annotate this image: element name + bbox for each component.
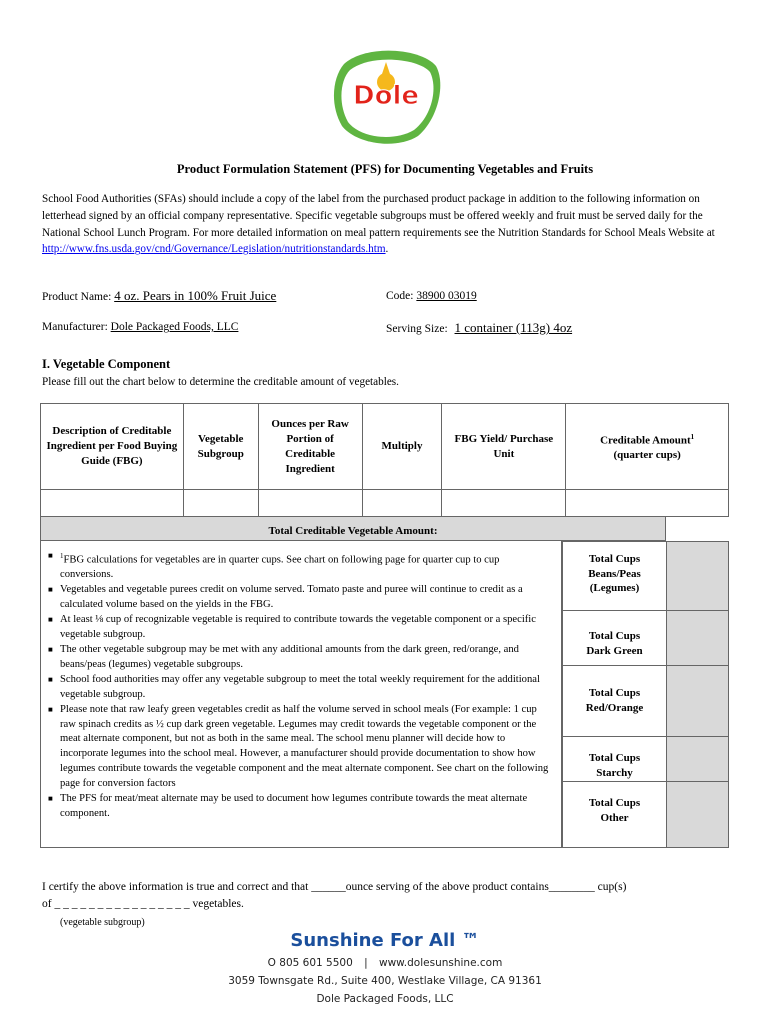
intro-text: School Food Authorities (SFAs) should include a copy of the label from the purchased product package in addition to the following information on letterhead signed by an official company representative. Specific vegetable subgroups must be offered weekly and fruit must be served daily for the National School Lunch Program. For more detailed information on meal pattern requirements see the Nutrition Standards for School Meals Website at: [42, 193, 715, 239]
cups-blank[interactable]: ________: [548, 881, 595, 893]
ounce-blank[interactable]: ______: [311, 881, 346, 893]
note-text: The PFS for meat/meat alternate may be used to document how legumes contribute towards the meat alternate component.: [60, 793, 528, 819]
note-text: Vegetables and vegetable purees credit on volume served. Tomato paste and puree will continue to credit as a calculated volume based on the yields in the FBG.: [60, 584, 523, 611]
list-item: [60, 549, 555, 583]
header-creditable-amount: [566, 404, 729, 490]
product-name-label: Product Name:: [42, 291, 112, 303]
header-fbg-yield: FBG Yield/ Purchase Unit: [442, 404, 566, 490]
document-title: Product Formulation Statement (PFS) for Documenting Vegetables and Fruits: [176, 162, 594, 176]
header-ounces-raw: Ounces per Raw Portion of Creditable Ingredient: [258, 404, 362, 490]
manufacturer-field: [42, 321, 238, 333]
note-text: Please note that raw leafy green vegetables credit as half the volume served in school meals (For example: 1 cup raw spinach credits as ½ cup dark green vegetable. Legumes may credit towards the vegetable component or the meat alternate component, but not as both in the same meal. The school menu planner will decide how to incorporate legumes into the school meal. However, a manufacturer should provide documentation to show how legumes contribute towards the vegetable component and the meat alternate component. See chart on the following page for conversion factors: [60, 703, 549, 790]
footnote-mark: 1: [690, 432, 695, 441]
table-row: [41, 490, 729, 517]
table-header-row: [41, 404, 729, 490]
subgroup-note: (vegetable subgroup): [60, 917, 145, 928]
note-text: At least ⅛ cup of recognizable vegetable is required to contribute towards the vegetable component or a specific vegetable subgroup.: [60, 614, 536, 641]
header-multiply: Multiply: [362, 404, 442, 490]
note-text: School food authorities may offer any vegetable subgroup to meet the total weekly requirement for the additional vegetable subgroup.: [60, 673, 540, 700]
value-starchy[interactable]: [666, 736, 729, 782]
section-instruction: Please fill out the chart below to determine the creditable amount of vegetables.: [42, 376, 399, 388]
header-description: Description of Creditable Ingredient per Food Buying Guide (FBG): [41, 404, 184, 490]
subgroup-blank[interactable]: _ _ _ _ _ _ _ _ _ _ _ _ _ _ _ _: [54, 898, 190, 910]
certify-text: of: [42, 898, 55, 910]
vegetable-component-table: [40, 403, 729, 517]
footer-contact: [0, 957, 770, 969]
note-text: FBG calculations for vegetables are in quarter cups. See chart on following page for quarter cup to cup conversions.: [60, 554, 500, 581]
serving-size-field: [386, 320, 572, 336]
list-item: [60, 613, 555, 643]
cell-creditable[interactable]: [566, 490, 729, 517]
certify-text: I certify the above information is true and correct and that: [42, 881, 312, 893]
footer-website[interactable]: www.dolesunshine.com: [379, 957, 503, 969]
manufacturer-value: Dole Packaged Foods, LLC: [110, 321, 239, 333]
list-item: [60, 703, 555, 792]
code-field: [386, 290, 477, 302]
certify-text: vegetables.: [189, 898, 244, 910]
intro-paragraph: [42, 191, 732, 258]
footer-phone: O 805 601 5500: [267, 957, 353, 969]
value-beans-peas[interactable]: [666, 541, 729, 611]
note-footnote-mark: 1: [60, 552, 64, 560]
manufacturer-label: Manufacturer:: [42, 321, 108, 333]
value-red-orange[interactable]: [666, 665, 729, 737]
footer-separator: |: [364, 957, 368, 969]
code-value: 38900 03019: [416, 290, 477, 302]
total-line: Other: [600, 811, 629, 824]
certify-line-2: [42, 896, 742, 913]
total-line: Total Cups: [588, 630, 641, 642]
total-line: Beans/Peas: [588, 567, 641, 580]
serving-size-label: Serving Size:: [386, 323, 448, 335]
creditable-amount-label: Creditable Amount: [600, 434, 691, 447]
certification: [42, 879, 742, 913]
total-starchy: [562, 736, 667, 782]
list-item: [60, 792, 555, 822]
total-line: Red/Orange: [585, 701, 644, 714]
total-creditable-label: Total Creditable Vegetable Amount:: [40, 516, 666, 541]
usda-link[interactable]: http://www.fns.usda.gov/cnd/Governance/Legislation/nutritionstandards.htm: [42, 243, 386, 256]
total-line: Total Cups: [588, 553, 641, 565]
notes-box: [40, 541, 562, 848]
product-name-value: 4 oz. Pears in 100% Fruit Juice: [114, 288, 277, 303]
subgroup-totals: [562, 541, 667, 848]
total-line: Dark Green: [586, 644, 643, 657]
total-line: (Legumes): [589, 582, 640, 594]
code-label: Code:: [386, 290, 414, 302]
cell-subgroup[interactable]: [183, 490, 258, 517]
total-dark-green: [562, 610, 667, 666]
certify-text: ounce serving of the above product contains: [345, 881, 549, 893]
cell-multiply[interactable]: [362, 490, 442, 517]
serving-size-value: 1 container (113g) 4oz: [454, 320, 573, 335]
certify-text: cup(s): [594, 881, 627, 893]
cell-yield[interactable]: [442, 490, 566, 517]
list-item: [60, 673, 555, 703]
total-other: [562, 781, 667, 848]
notes-list: [41, 541, 561, 822]
footer-slogan: Sunshine For All ™: [290, 930, 480, 951]
total-beans-peas: [562, 541, 667, 611]
total-line: Total Cups: [588, 797, 641, 809]
cell-ounces[interactable]: [258, 490, 362, 517]
header-vegetable-subgroup: Vegetable Subgroup: [183, 404, 258, 490]
dole-logo: [326, 44, 446, 148]
total-line: Starchy: [596, 766, 633, 779]
value-dark-green[interactable]: [666, 610, 729, 666]
list-item: [60, 643, 555, 673]
footer-company: Dole Packaged Foods, LLC: [316, 993, 454, 1005]
intro-end: .: [385, 243, 389, 256]
cell-description[interactable]: [41, 490, 184, 517]
total-line: Total Cups: [588, 752, 641, 764]
total-line: Total Cups: [588, 687, 641, 699]
quarter-cups-label: (quarter cups): [613, 449, 681, 462]
subgroup-value-column: [666, 541, 729, 848]
footer-address: 3059 Townsgate Rd., Suite 400, Westlake Village, CA 91361: [228, 975, 542, 987]
total-red-orange: [562, 665, 667, 737]
list-item: [60, 583, 555, 613]
certify-line-1: [42, 879, 742, 896]
section-heading: I. Vegetable Component: [42, 357, 171, 371]
svg-text:Dole: Dole: [353, 81, 419, 111]
product-name-field: [42, 288, 276, 304]
value-other[interactable]: [666, 781, 729, 848]
note-text: The other vegetable subgroup may be met with any additional amounts from the dark green, red/orange, and beans/peas (legumes) vegetable subgroups.: [60, 643, 519, 670]
